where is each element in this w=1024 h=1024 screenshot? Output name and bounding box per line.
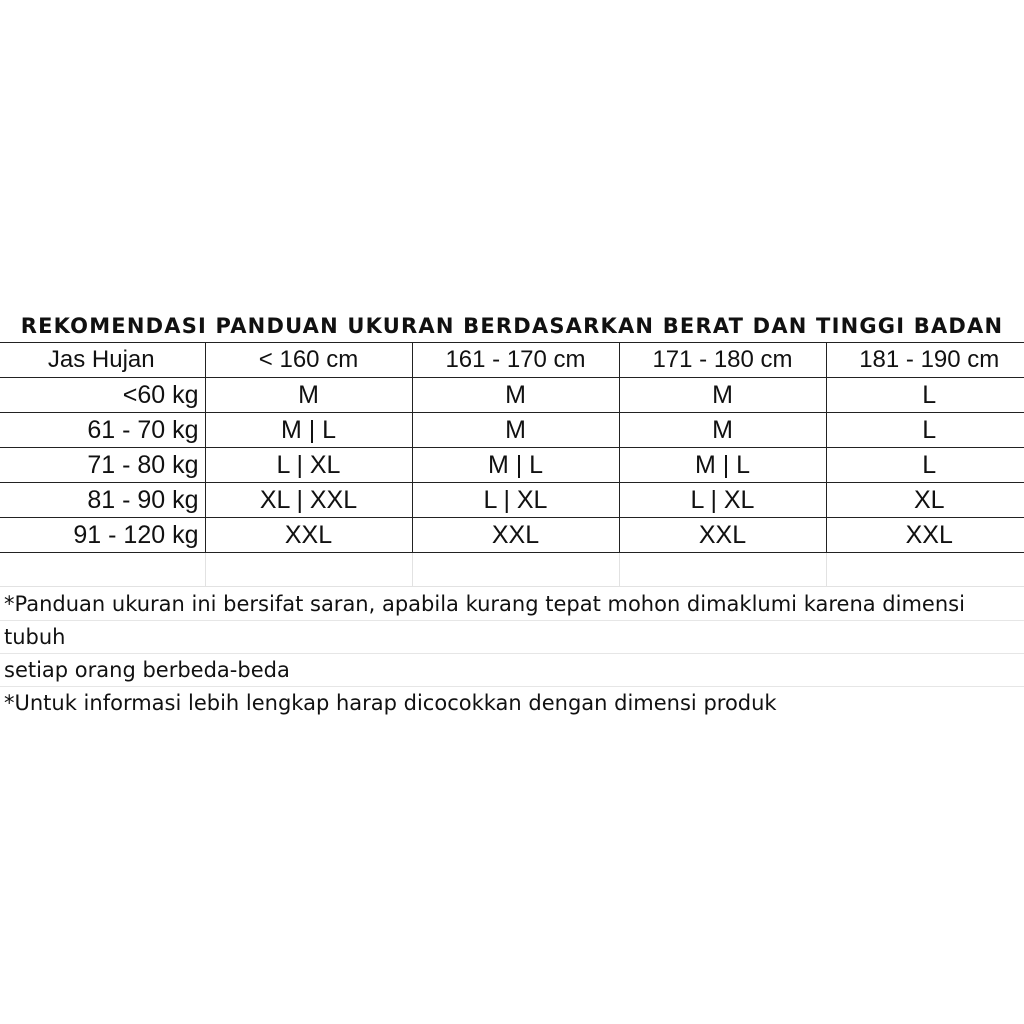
row-label: 61 - 70 kg — [0, 413, 205, 448]
row-label: <60 kg — [0, 378, 205, 413]
size-cell: M — [412, 378, 619, 413]
table-row — [0, 378, 1024, 413]
row-label: 91 - 120 kg — [0, 518, 205, 553]
size-cell: M | L — [205, 413, 412, 448]
size-cell: M — [619, 378, 826, 413]
empty-cell — [205, 553, 412, 587]
size-cell: L — [826, 378, 1024, 413]
note-line: *Untuk informasi lebih lengkap harap dicocokkan dengan dimensi produk — [4, 691, 777, 715]
size-cell: L | XL — [619, 483, 826, 518]
empty-cell — [826, 553, 1024, 587]
empty-cell — [0, 553, 205, 587]
size-cell: M | L — [619, 448, 826, 483]
size-guide-table — [0, 342, 1024, 587]
size-cell: L — [826, 448, 1024, 483]
row-label: 71 - 80 kg — [0, 448, 205, 483]
size-cell: M — [205, 378, 412, 413]
column-header: 171 - 180 cm — [619, 343, 826, 378]
table-row — [0, 518, 1024, 553]
size-cell: L | XL — [412, 483, 619, 518]
note-line: setiap orang berbeda-beda — [0, 654, 1024, 687]
size-cell: L | XL — [205, 448, 412, 483]
size-cell: XL — [826, 483, 1024, 518]
row-label: 81 - 90 kg — [0, 483, 205, 518]
column-header: < 160 cm — [205, 343, 412, 378]
size-cell: M — [619, 413, 826, 448]
notes-section — [0, 588, 1024, 719]
size-cell: L — [826, 413, 1024, 448]
size-cell: XXL — [412, 518, 619, 553]
size-cell: XXL — [619, 518, 826, 553]
size-cell: XXL — [826, 518, 1024, 553]
size-guide-title: REKOMENDASI PANDUAN UKURAN BERDASARKAN BERAT DAN TINGGI BADAN — [20, 314, 1004, 338]
column-header: 181 - 190 cm — [826, 343, 1024, 378]
table-header-row — [0, 343, 1024, 378]
empty-row — [0, 553, 1024, 587]
note-line: tubuh — [0, 621, 1024, 654]
table-row — [0, 413, 1024, 448]
column-header: 161 - 170 cm — [412, 343, 619, 378]
empty-cell — [619, 553, 826, 587]
note-line: *Panduan ukuran ini bersifat saran, apabila kurang tepat mohon dimaklumi karena dimensi — [0, 588, 1024, 621]
size-cell: XXL — [205, 518, 412, 553]
size-cell: M — [412, 413, 619, 448]
size-cell: XL | XXL — [205, 483, 412, 518]
table-row — [0, 483, 1024, 518]
table-row — [0, 448, 1024, 483]
corner-label: Jas Hujan — [0, 343, 205, 378]
empty-cell — [412, 553, 619, 587]
size-cell: M | L — [412, 448, 619, 483]
